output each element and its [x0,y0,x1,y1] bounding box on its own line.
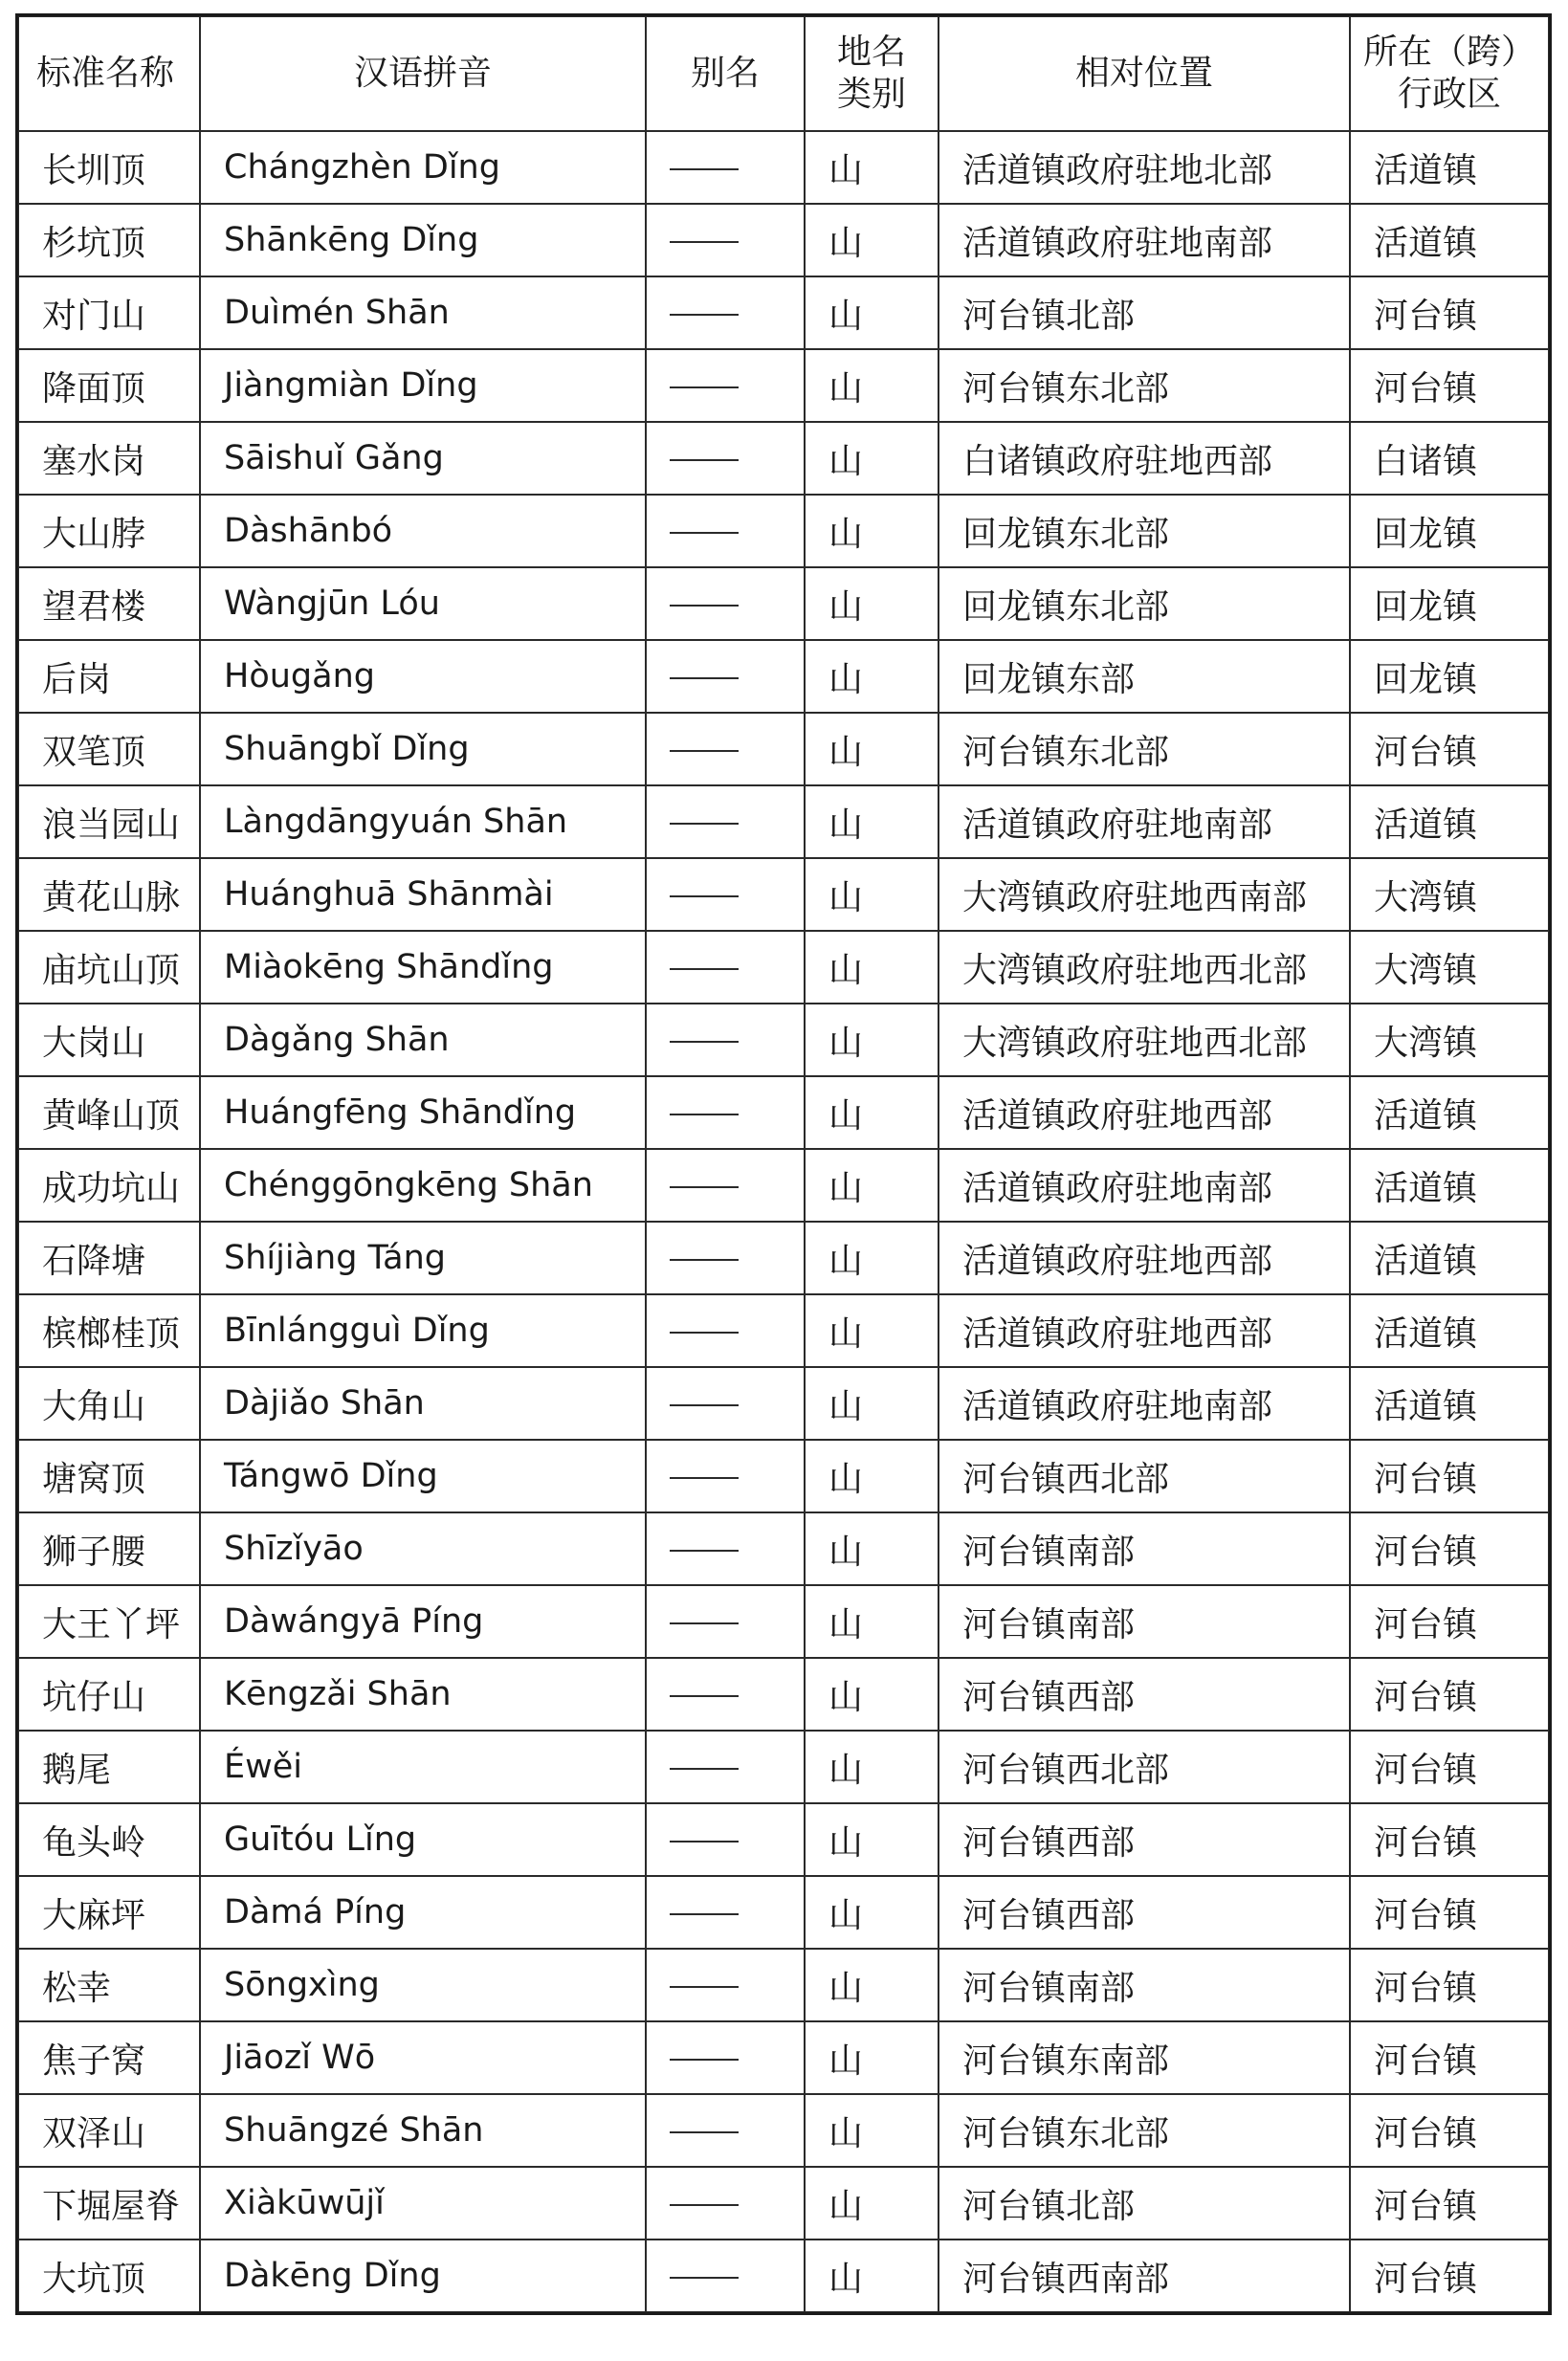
cell-relative-position: 河台镇西北部 [939,1440,1350,1512]
alias-dash [670,1477,739,1479]
cell-category: 山 [805,1876,939,1949]
header-relative-position: 相对位置 [939,16,1350,131]
alias-dash [670,2204,739,2206]
table-body [18,131,1549,2312]
cell-pinyin: Dàgǎng Shān [200,1004,646,1076]
cell-pinyin: Làngdāngyuán Shān [200,785,646,858]
table-row [18,1512,1549,1585]
alias-dash [670,2059,739,2061]
cell-alias [646,204,805,276]
cell-standard-name: 坑仔山 [18,1658,200,1731]
cell-alias [646,713,805,785]
cell-alias [646,2094,805,2167]
table-row [18,276,1549,349]
alias-dash [670,1041,739,1043]
cell-alias [646,1876,805,1949]
header-row [18,16,1549,131]
cell-pinyin: Jiāozǐ Wō [200,2021,646,2094]
cell-pinyin: Shíjiàng Táng [200,1222,646,1294]
cell-alias [646,2021,805,2094]
table-row [18,1949,1549,2021]
cell-standard-name: 下堀屋脊 [18,2167,200,2240]
cell-district: 河台镇 [1350,1585,1549,1658]
cell-standard-name: 狮子腰 [18,1512,200,1585]
cell-standard-name: 塞水岗 [18,422,200,495]
table-row [18,640,1549,713]
cell-district: 大湾镇 [1350,858,1549,931]
cell-standard-name: 大坑顶 [18,2240,200,2312]
alias-dash [670,1186,739,1188]
cell-standard-name: 槟榔桂顶 [18,1294,200,1367]
cell-relative-position: 河台镇南部 [939,1949,1350,2021]
cell-standard-name: 双笔顶 [18,713,200,785]
cell-pinyin: Dàshānbó [200,495,646,567]
cell-alias [646,858,805,931]
alias-dash [670,750,739,752]
table-header [18,16,1549,131]
cell-district: 活道镇 [1350,1294,1549,1367]
cell-pinyin: Miàokēng Shāndǐng [200,931,646,1004]
cell-pinyin: Sāishuǐ Gǎng [200,422,646,495]
cell-relative-position: 河台镇南部 [939,1585,1350,1658]
table-row [18,1658,1549,1731]
cell-district: 回龙镇 [1350,567,1549,640]
cell-district: 活道镇 [1350,1367,1549,1440]
cell-alias [646,495,805,567]
cell-pinyin: Jiàngmiàn Dǐng [200,349,646,422]
alias-dash [670,2277,739,2279]
cell-relative-position: 活道镇政府驻地西部 [939,1294,1350,1367]
cell-standard-name: 大王丫坪 [18,1585,200,1658]
cell-alias [646,1803,805,1876]
header-district [1350,16,1549,131]
cell-pinyin: Dàjiǎo Shān [200,1367,646,1440]
cell-standard-name: 长圳顶 [18,131,200,204]
alias-dash [670,459,739,461]
cell-pinyin: Shānkēng Dǐng [200,204,646,276]
cell-alias [646,276,805,349]
cell-category: 山 [805,204,939,276]
cell-category: 山 [805,1731,939,1803]
cell-district: 活道镇 [1350,1149,1549,1222]
cell-district: 河台镇 [1350,1731,1549,1803]
table-row [18,1294,1549,1367]
cell-standard-name: 龟头岭 [18,1803,200,1876]
table-row [18,1076,1549,1149]
cell-standard-name: 后岗 [18,640,200,713]
cell-category: 山 [805,1294,939,1367]
cell-relative-position: 河台镇东南部 [939,2021,1350,2094]
table-row [18,204,1549,276]
table-row [18,349,1549,422]
alias-dash [670,1913,739,1915]
alias-dash [670,1550,739,1552]
cell-district: 河台镇 [1350,713,1549,785]
table-row [18,1367,1549,1440]
table-row [18,1803,1549,1876]
cell-standard-name: 黄峰山顶 [18,1076,200,1149]
table-row [18,1731,1549,1803]
cell-standard-name: 降面顶 [18,349,200,422]
cell-relative-position: 河台镇西部 [939,1658,1350,1731]
cell-relative-position: 河台镇南部 [939,1512,1350,1585]
cell-standard-name: 焦子窝 [18,2021,200,2094]
cell-category: 山 [805,2167,939,2240]
cell-relative-position: 活道镇政府驻地西部 [939,1222,1350,1294]
table-row [18,2094,1549,2167]
cell-alias [646,640,805,713]
table-row [18,1585,1549,1658]
cell-relative-position: 河台镇东北部 [939,2094,1350,2167]
cell-pinyin: Shuāngbǐ Dǐng [200,713,646,785]
place-names-table [17,15,1550,2313]
cell-district: 河台镇 [1350,1876,1549,1949]
table-row [18,1149,1549,1222]
cell-relative-position: 活道镇政府驻地南部 [939,1367,1350,1440]
cell-district: 河台镇 [1350,1658,1549,1731]
cell-pinyin: Dàmá Píng [200,1876,646,1949]
cell-district: 河台镇 [1350,276,1549,349]
cell-pinyin: Bīnlángguì Dǐng [200,1294,646,1367]
cell-pinyin: Chángzhèn Dǐng [200,131,646,204]
cell-standard-name: 大山脖 [18,495,200,567]
alias-dash [670,168,739,170]
cell-pinyin: Xiàkūwūjǐ [200,2167,646,2240]
header-standard-name: 标准名称 [18,16,200,131]
alias-dash [670,2131,739,2133]
cell-standard-name: 对门山 [18,276,200,349]
alias-dash [670,677,739,679]
cell-category: 山 [805,422,939,495]
table-row [18,785,1549,858]
cell-alias [646,1731,805,1803]
alias-dash [670,1259,739,1261]
cell-standard-name: 大岗山 [18,1004,200,1076]
alias-dash [670,895,739,897]
cell-category: 山 [805,858,939,931]
cell-relative-position: 河台镇东北部 [939,713,1350,785]
cell-category: 山 [805,2094,939,2167]
cell-relative-position: 回龙镇东北部 [939,495,1350,567]
table-row [18,931,1549,1004]
cell-alias [646,1367,805,1440]
cell-district: 活道镇 [1350,1222,1549,1294]
cell-category: 山 [805,1004,939,1076]
alias-dash [670,968,739,970]
cell-relative-position: 河台镇西北部 [939,1731,1350,1803]
cell-alias [646,931,805,1004]
cell-category: 山 [805,785,939,858]
cell-category: 山 [805,2021,939,2094]
cell-category: 山 [805,1149,939,1222]
cell-district: 河台镇 [1350,1512,1549,1585]
cell-relative-position: 河台镇东北部 [939,349,1350,422]
cell-district: 河台镇 [1350,2167,1549,2240]
cell-pinyin: Hòugǎng [200,640,646,713]
cell-alias [646,1512,805,1585]
cell-alias [646,422,805,495]
cell-standard-name: 大角山 [18,1367,200,1440]
cell-category: 山 [805,931,939,1004]
cell-alias [646,131,805,204]
cell-relative-position: 回龙镇东北部 [939,567,1350,640]
cell-alias [646,567,805,640]
cell-category: 山 [805,640,939,713]
cell-district: 河台镇 [1350,2094,1549,2167]
alias-dash [670,1332,739,1334]
cell-alias [646,1658,805,1731]
cell-pinyin: Chénggōngkēng Shān [200,1149,646,1222]
cell-alias [646,1294,805,1367]
cell-relative-position: 活道镇政府驻地西部 [939,1076,1350,1149]
cell-alias [646,785,805,858]
cell-standard-name: 庙坑山顶 [18,931,200,1004]
cell-category: 山 [805,131,939,204]
cell-pinyin: Dàwángyā Píng [200,1585,646,1658]
cell-pinyin: Duìmén Shān [200,276,646,349]
cell-relative-position: 活道镇政府驻地南部 [939,1149,1350,1222]
header-alias: 别名 [646,16,805,131]
cell-category: 山 [805,1803,939,1876]
cell-standard-name: 松幸 [18,1949,200,2021]
cell-pinyin: Sōngxìng [200,1949,646,2021]
cell-standard-name: 鹅尾 [18,1731,200,1803]
cell-relative-position: 河台镇西部 [939,1803,1350,1876]
alias-dash [670,241,739,243]
cell-alias [646,1585,805,1658]
cell-category: 山 [805,1440,939,1512]
cell-relative-position: 河台镇北部 [939,276,1350,349]
cell-alias [646,1222,805,1294]
cell-standard-name: 大麻坪 [18,1876,200,1949]
cell-district: 河台镇 [1350,1949,1549,2021]
cell-standard-name: 双泽山 [18,2094,200,2167]
cell-category: 山 [805,1658,939,1731]
cell-relative-position: 河台镇北部 [939,2167,1350,2240]
cell-pinyin: Shīzǐyāo [200,1512,646,1585]
cell-alias [646,1076,805,1149]
header-category-text: 地名类别 [836,33,906,114]
cell-district: 活道镇 [1350,131,1549,204]
cell-pinyin: Wàngjūn Lóu [200,567,646,640]
alias-dash [670,1695,739,1697]
alias-dash [670,1841,739,1842]
table-row [18,495,1549,567]
cell-alias [646,2240,805,2312]
cell-standard-name: 石降塘 [18,1222,200,1294]
cell-pinyin: Huángfēng Shāndǐng [200,1076,646,1149]
cell-pinyin: Tángwō Dǐng [200,1440,646,1512]
alias-dash [670,1986,739,1988]
cell-district: 活道镇 [1350,204,1549,276]
table-row [18,858,1549,931]
cell-district: 白诸镇 [1350,422,1549,495]
cell-relative-position: 白诸镇政府驻地西部 [939,422,1350,495]
table-row [18,1004,1549,1076]
cell-pinyin: Shuāngzé Shān [200,2094,646,2167]
header-district-text: 所在（跨）行政区 [1362,33,1535,114]
header-pinyin: 汉语拼音 [200,16,646,131]
cell-category: 山 [805,276,939,349]
cell-category: 山 [805,349,939,422]
cell-category: 山 [805,1076,939,1149]
alias-dash [670,605,739,607]
cell-district: 大湾镇 [1350,931,1549,1004]
cell-category: 山 [805,1512,939,1585]
cell-alias [646,1004,805,1076]
cell-alias [646,1440,805,1512]
alias-dash [670,532,739,534]
cell-standard-name: 杉坑顶 [18,204,200,276]
cell-relative-position: 大湾镇政府驻地西北部 [939,931,1350,1004]
cell-district: 河台镇 [1350,2240,1549,2312]
alias-dash [670,1622,739,1624]
cell-standard-name: 黄花山脉 [18,858,200,931]
cell-pinyin: Éwěi [200,1731,646,1803]
table-row [18,1222,1549,1294]
alias-dash [670,1114,739,1115]
cell-category: 山 [805,2240,939,2312]
alias-dash [670,386,739,388]
cell-category: 山 [805,567,939,640]
cell-pinyin: Dàkēng Dǐng [200,2240,646,2312]
cell-standard-name: 塘窝顶 [18,1440,200,1512]
table-row [18,422,1549,495]
cell-relative-position: 活道镇政府驻地南部 [939,204,1350,276]
cell-relative-position: 活道镇政府驻地南部 [939,785,1350,858]
cell-category: 山 [805,495,939,567]
cell-district: 回龙镇 [1350,640,1549,713]
table-row [18,567,1549,640]
table-row [18,2021,1549,2094]
cell-alias [646,2167,805,2240]
cell-district: 活道镇 [1350,785,1549,858]
cell-district: 河台镇 [1350,1803,1549,1876]
alias-dash [670,1404,739,1406]
table-row [18,131,1549,204]
cell-category: 山 [805,1367,939,1440]
cell-pinyin: Huánghuā Shānmài [200,858,646,931]
cell-category: 山 [805,1585,939,1658]
cell-pinyin: Kēngzǎi Shān [200,1658,646,1731]
table-row [18,713,1549,785]
cell-category: 山 [805,713,939,785]
cell-category: 山 [805,1949,939,2021]
header-category [805,16,939,131]
alias-dash [670,314,739,316]
cell-alias [646,1949,805,2021]
cell-relative-position: 河台镇西南部 [939,2240,1350,2312]
alias-dash [670,823,739,825]
cell-district: 活道镇 [1350,1076,1549,1149]
table-row [18,2240,1549,2312]
table-row [18,1876,1549,1949]
cell-alias [646,349,805,422]
cell-relative-position: 大湾镇政府驻地西北部 [939,1004,1350,1076]
cell-relative-position: 大湾镇政府驻地西南部 [939,858,1350,931]
table-row [18,2167,1549,2240]
cell-district: 河台镇 [1350,2021,1549,2094]
alias-dash [670,1768,739,1770]
cell-category: 山 [805,1222,939,1294]
cell-standard-name: 望君楼 [18,567,200,640]
cell-pinyin: Guītóu Lǐng [200,1803,646,1876]
cell-standard-name: 成功坑山 [18,1149,200,1222]
cell-district: 大湾镇 [1350,1004,1549,1076]
cell-standard-name: 浪当园山 [18,785,200,858]
cell-district: 回龙镇 [1350,495,1549,567]
cell-alias [646,1149,805,1222]
cell-district: 河台镇 [1350,349,1549,422]
cell-relative-position: 河台镇西部 [939,1876,1350,1949]
table-row [18,1440,1549,1512]
cell-district: 河台镇 [1350,1440,1549,1512]
cell-relative-position: 回龙镇东部 [939,640,1350,713]
cell-relative-position: 活道镇政府驻地北部 [939,131,1350,204]
